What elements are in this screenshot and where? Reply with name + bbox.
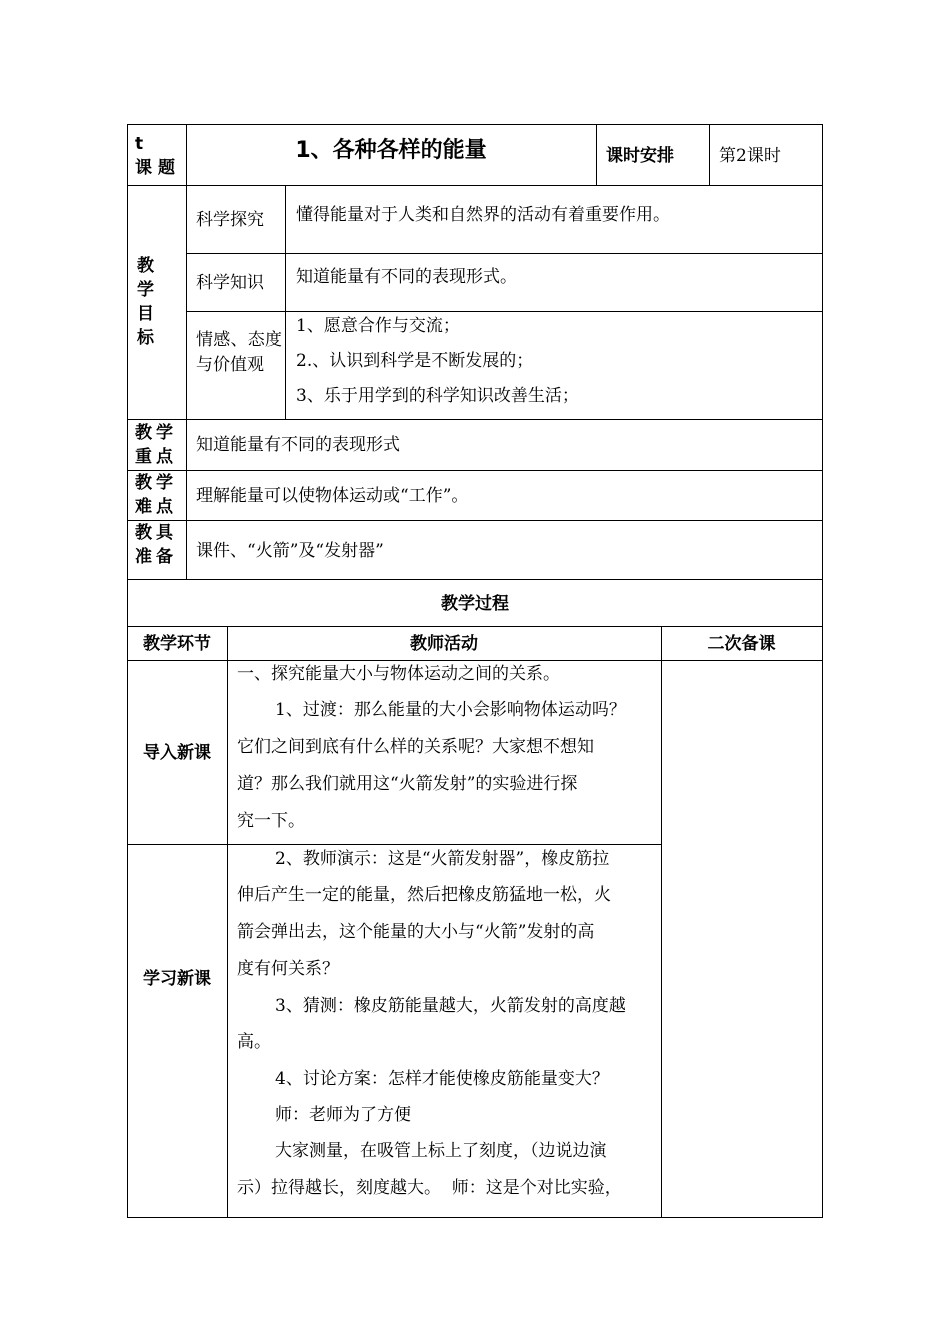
objective-category-knowledge: 科学知识 (196, 273, 264, 293)
objective-category-inquiry: 科学探究 (196, 210, 264, 230)
activity-line: 示）拉得越长，刻度越大。 师：这是个对比实验， (237, 1178, 622, 1198)
schedule-value: 第2课时 (719, 146, 781, 166)
activity-line: 箭会弹出去，这个能量的大小与“火箭”发射的高 (237, 922, 595, 942)
activity-line: 大家测量，在吸管上标上了刻度，（边说边演 (275, 1141, 607, 1161)
objective-content-knowledge: 知道能量有不同的表现形式。 (296, 267, 517, 287)
column-header-notes: 二次备课 (707, 634, 776, 654)
activity-line: 1、过渡：那么能量的大小会影响物体运动吗？ (275, 700, 626, 720)
activity-line: 3、猜测：橡皮筋能量越大，火箭发射的高度越 (275, 996, 626, 1016)
column-header-stage: 教学环节 (143, 634, 211, 654)
activity-line: 一、探究能量大小与物体运动之间的关系。 (237, 664, 560, 684)
activity-line: 道？那么我们就用这“火箭发射”的实验进行探 (237, 774, 578, 794)
activity-line: 2、教师演示：这是“火箭发射器”，橡皮筋拉 (275, 849, 610, 869)
activity-line: 它们之间到底有什么样的关系呢？大家想不想知 (237, 737, 594, 757)
materials-label: 教具准备 (135, 523, 177, 567)
objectives-label: 教学目标 (137, 256, 154, 348)
objective-category-attitude: 情感、态度与价值观 (196, 330, 282, 375)
objective-item: 3、乐于用学到的科学知识改善生活； (296, 386, 579, 406)
objective-item: 2.、认识到科学是不断发展的； (296, 351, 534, 371)
activity-line: 究一下。 (237, 811, 305, 831)
activity-line: 度有何关系？ (237, 959, 339, 979)
schedule-label: 课时安排 (606, 146, 674, 166)
difficulty-label: 教学难点 (135, 473, 177, 517)
activity-line: 师：老师为了方便 (275, 1105, 411, 1125)
objective-content-inquiry: 懂得能量对于人类和自然界的活动有着重要作用。 (296, 205, 670, 225)
activity-line: 高。 (237, 1032, 271, 1052)
stage-intro: 导入新课 (143, 743, 211, 763)
column-header-activity: 教师活动 (410, 634, 478, 654)
activity-line: 4、讨论方案：怎样才能使橡皮筋能量变大？ (275, 1069, 609, 1089)
key-point-label: 教学重点 (135, 423, 177, 467)
process-title: 教学过程 (441, 594, 509, 614)
key-point-content: 知道能量有不同的表现形式 (196, 435, 400, 455)
objective-item: 1、愿意合作与交流； (296, 316, 460, 336)
lesson-title: 1、各种各样的能量 (295, 138, 487, 163)
activity-line: 伸后产生一定的能量，然后把橡皮筋猛地一松，火 (237, 885, 611, 905)
topic-label: t 课题 (135, 134, 181, 178)
difficulty-content: 理解能量可以使物体运动或“工作”。 (196, 486, 469, 506)
stage-new-lesson: 学习新课 (143, 969, 211, 989)
materials-content: 课件、“火箭”及“发射器” (196, 541, 384, 561)
